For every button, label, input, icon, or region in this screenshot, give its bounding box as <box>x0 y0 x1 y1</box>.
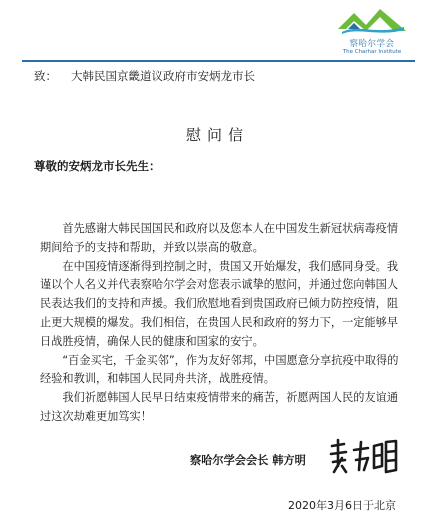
charhar-institute-logo <box>322 5 422 57</box>
signature-title: 察哈尔学会会长 韩方明 <box>190 454 306 467</box>
header-divider <box>22 60 415 62</box>
logo-mountain-icon <box>336 5 408 35</box>
recipient-name: 大韩民国京畿道议政府市安炳龙市长 <box>71 69 255 83</box>
paragraph-2: 在中国疫情逐渐得到控制之时，贵国又开始爆发，我们感同身受。我谨以个人名义并代表察哈尔学会对您表示诚挚的慰问，并通过您向韩国人民表达我们的支持和声援。我们欣慰地看到贵国政府已倾力防控疫情，阻止更大规模的爆发。我们相信，在贵国人民和政府的努力下，一定能够早日战胜疫情，确保人民的健康和国家的安宁。 <box>40 259 399 348</box>
paragraph-1: 首先感谢大韩民国国民和政府以及您本人在中国发生新冠状病毒疫情期间给予的支持和帮助，并致以崇高的敬意。 <box>40 222 399 254</box>
letter-title: 慰问信 <box>185 126 249 144</box>
paragraph-4: 我们祈愿韩国人民早日结束疫情带来的痛苦，祈愿两国人民的友谊通过这次劫难更加笃实！ <box>40 391 399 423</box>
recipient-label: 致： <box>34 69 57 83</box>
letter-date: 2020年3月6日于北京 <box>288 499 396 512</box>
salutation: 尊敬的安炳龙市长先生： <box>34 159 161 173</box>
letter-body <box>40 220 406 427</box>
paragraph-3: “百金买宅，千金买邻”，作为友好邻邦，中国愿意分享抗疫中取得的经验和教训，和韩国人民同舟共济，战胜疫情。 <box>40 353 399 386</box>
recipient-line <box>34 68 255 84</box>
logo-name-en: The Charhar Institute <box>342 49 402 55</box>
logo-name-cn: 察哈尔学会 <box>349 39 395 49</box>
handwritten-signature <box>328 436 400 476</box>
